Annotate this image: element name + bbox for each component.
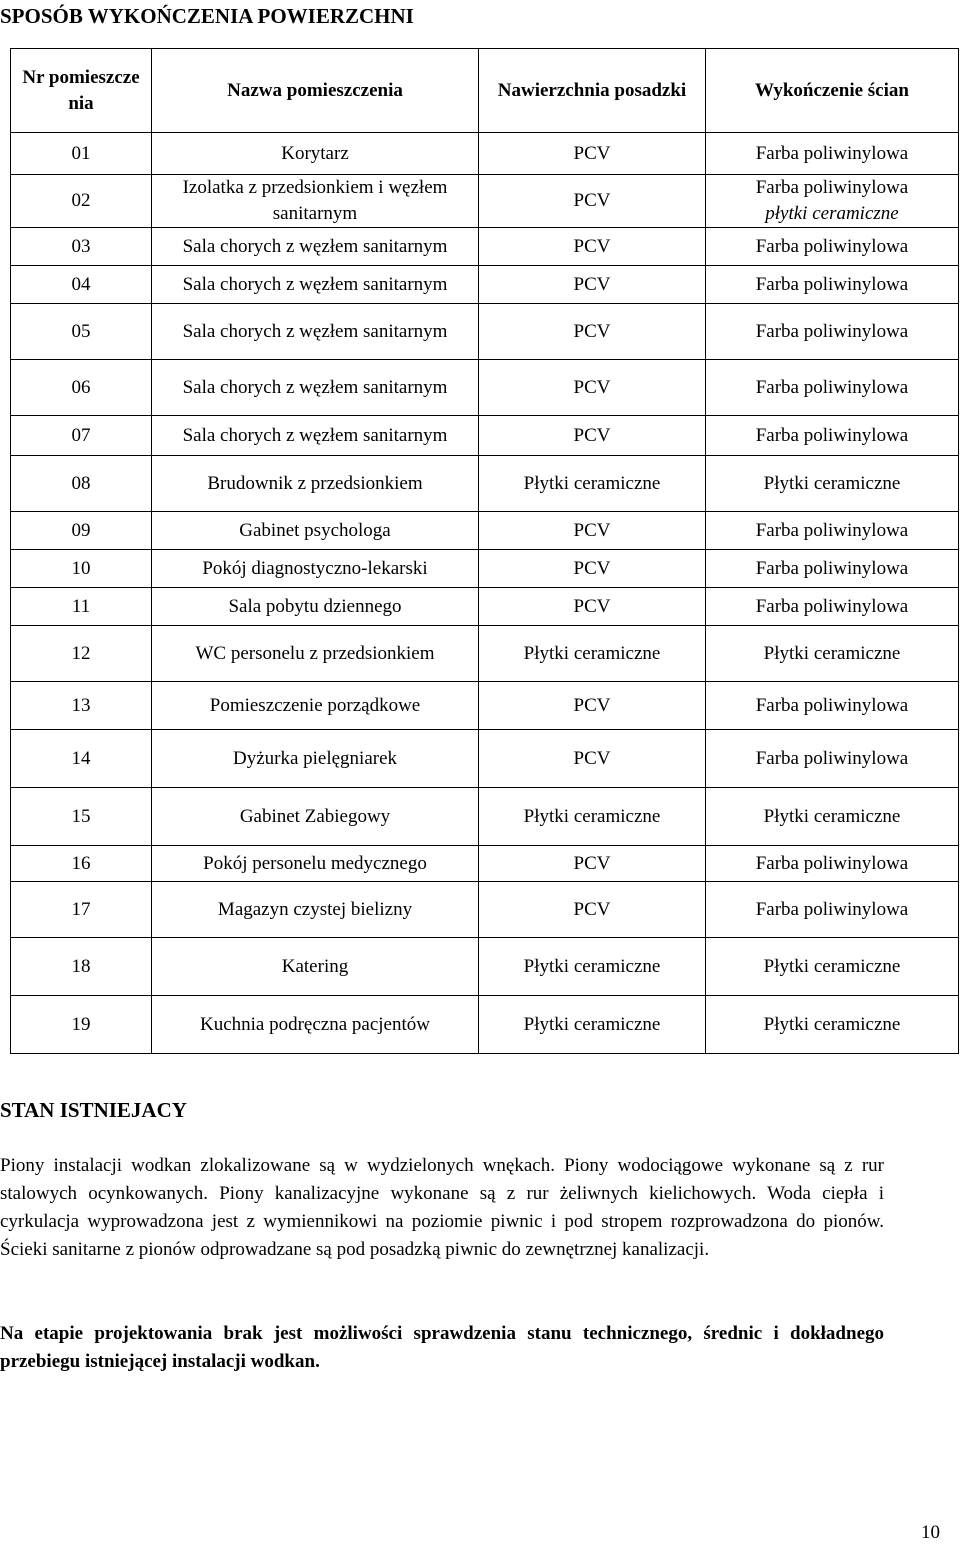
table-row	[11, 456, 959, 512]
floor-finish-cell: PCV	[479, 175, 706, 228]
wall-finish-cell: Farba poliwinylowa	[706, 416, 959, 456]
table-row	[11, 882, 959, 938]
room-name-cell: Pokój diagnostyczno-lekarski	[152, 550, 479, 588]
table-row	[11, 550, 959, 588]
section-title: STAN ISTNIEJACY	[0, 1098, 187, 1122]
room-number-cell: 06	[11, 360, 152, 416]
table-row	[11, 228, 959, 266]
floor-finish-cell: PCV	[479, 730, 706, 788]
table-row	[11, 788, 959, 846]
room-number-cell: 01	[11, 133, 152, 175]
page-title: SPOSÓB WYKOŃCZENIA POWIERZCHNI	[0, 4, 414, 28]
room-name-cell: Gabinet Zabiegowy	[152, 788, 479, 846]
wall-finish-cell: Farba poliwinylowa	[706, 588, 959, 626]
room-number-cell: 13	[11, 682, 152, 730]
room-name-cell: WC personelu z przedsionkiem	[152, 626, 479, 682]
room-number-cell: 18	[11, 938, 152, 996]
paragraph-note: Na etapie projektowania brak jest możliwości sprawdzenia stanu technicznego, średnic i dokładnego przebiegu istniejącej instalacji wodkan.	[0, 1323, 884, 1372]
paragraph-existing-state: Piony instalacji wodkan zlokalizowane są w wydzielonych wnękach. Piony wodociągowe wykonane są z rur stalowych ocynkowanych. Piony kanalizacyjne wykonane są z rur żeliwnych kielichowych. Woda ciepła i cyrkulacja wyprowadzona jest z wymiennikowi na poziomie piwnic i pod stropem rozprowadzona do pionów. Ścieki sanitarne z pionów odprowadzane są pod posadzką piwnic do zewnętrznej kanalizacji.	[0, 1155, 884, 1260]
wall-finish-cell: Farba poliwinylowa płytki ceramiczne	[706, 175, 959, 228]
floor-finish-cell: PCV	[479, 416, 706, 456]
wall-finish-cell: Płytki ceramiczne	[706, 788, 959, 846]
page-number: 10	[921, 1522, 940, 1543]
room-name-cell: Sala pobytu dziennego	[152, 588, 479, 626]
room-number-cell: 19	[11, 996, 152, 1054]
table-row	[11, 996, 959, 1054]
room-name-cell: Sala chorych z węzłem sanitarnym	[152, 304, 479, 360]
table-row	[11, 626, 959, 682]
floor-finish-cell: Płytki ceramiczne	[479, 996, 706, 1054]
room-number-cell: 15	[11, 788, 152, 846]
wall-finish-cell: Płytki ceramiczne	[706, 626, 959, 682]
floor-finish-cell: PCV	[479, 266, 706, 304]
header-floor-finish: Nawierzchnia posadzki	[479, 49, 706, 133]
floor-finish-cell: Płytki ceramiczne	[479, 456, 706, 512]
room-number-cell: 07	[11, 416, 152, 456]
room-name-cell: Izolatka z przedsionkiem i węzłem sanitarnym	[152, 175, 479, 228]
wall-finish-cell: Farba poliwinylowa	[706, 228, 959, 266]
floor-finish-cell: PCV	[479, 133, 706, 175]
room-number-cell: 10	[11, 550, 152, 588]
room-number-cell: 11	[11, 588, 152, 626]
room-name-cell: Katering	[152, 938, 479, 996]
header-wall-finish: Wykończenie ścian	[706, 49, 959, 133]
floor-finish-cell: PCV	[479, 882, 706, 938]
wall-finish-cell: Płytki ceramiczne	[706, 938, 959, 996]
table-row	[11, 133, 959, 175]
room-number-cell: 02	[11, 175, 152, 228]
header-room-name: Nazwa pomieszczenia	[152, 49, 479, 133]
table-row	[11, 682, 959, 730]
wall-finish-cell: Farba poliwinylowa	[706, 682, 959, 730]
table-row	[11, 730, 959, 788]
table-row	[11, 846, 959, 882]
room-number-cell: 16	[11, 846, 152, 882]
wall-finish-cell: Farba poliwinylowa	[706, 882, 959, 938]
floor-finish-cell: Płytki ceramiczne	[479, 938, 706, 996]
wall-finish-cell: Farba poliwinylowa	[706, 266, 959, 304]
room-number-cell: 03	[11, 228, 152, 266]
floor-finish-cell: PCV	[479, 588, 706, 626]
floor-finish-cell: PCV	[479, 304, 706, 360]
floor-finish-cell: PCV	[479, 228, 706, 266]
wall-finish-cell: Farba poliwinylowa	[706, 133, 959, 175]
room-number-cell: 14	[11, 730, 152, 788]
finishes-table	[10, 48, 959, 1054]
table-row	[11, 416, 959, 456]
table-row	[11, 304, 959, 360]
room-name-cell: Sala chorych z węzłem sanitarnym	[152, 360, 479, 416]
room-number-cell: 04	[11, 266, 152, 304]
table-row	[11, 938, 959, 996]
header-room-number: Nr pomieszcze nia	[11, 49, 152, 133]
table-row	[11, 360, 959, 416]
floor-finish-cell: PCV	[479, 846, 706, 882]
floor-finish-cell: PCV	[479, 550, 706, 588]
room-number-cell: 12	[11, 626, 152, 682]
room-name-cell: Brudownik z przedsionkiem	[152, 456, 479, 512]
floor-finish-cell: PCV	[479, 360, 706, 416]
wall-finish-cell: Farba poliwinylowa	[706, 550, 959, 588]
room-name-cell: Sala chorych z węzłem sanitarnym	[152, 228, 479, 266]
table-row	[11, 175, 959, 228]
floor-finish-cell: PCV	[479, 512, 706, 550]
wall-finish-extra: płytki ceramiczne	[765, 203, 899, 224]
wall-finish-cell: Farba poliwinylowa	[706, 846, 959, 882]
room-name-cell: Sala chorych z węzłem sanitarnym	[152, 266, 479, 304]
wall-finish-cell: Farba poliwinylowa	[706, 730, 959, 788]
room-name-cell: Dyżurka pielęgniarek	[152, 730, 479, 788]
wall-finish-cell: Płytki ceramiczne	[706, 996, 959, 1054]
wall-finish-cell: Płytki ceramiczne	[706, 456, 959, 512]
room-number-cell: 05	[11, 304, 152, 360]
room-name-cell: Pomieszczenie porządkowe	[152, 682, 479, 730]
floor-finish-cell: Płytki ceramiczne	[479, 788, 706, 846]
table-row	[11, 266, 959, 304]
room-name-cell: Pokój personelu medycznego	[152, 846, 479, 882]
room-number-cell: 08	[11, 456, 152, 512]
table-row	[11, 588, 959, 626]
wall-finish-cell: Farba poliwinylowa	[706, 512, 959, 550]
table-row	[11, 512, 959, 550]
room-name-cell: Kuchnia podręczna pacjentów	[152, 996, 479, 1054]
floor-finish-cell: PCV	[479, 682, 706, 730]
room-name-cell: Magazyn czystej bielizny	[152, 882, 479, 938]
wall-finish-cell: Farba poliwinylowa	[706, 304, 959, 360]
room-number-cell: 09	[11, 512, 152, 550]
room-number-cell: 17	[11, 882, 152, 938]
floor-finish-cell: Płytki ceramiczne	[479, 626, 706, 682]
room-name-cell: Gabinet psychologa	[152, 512, 479, 550]
room-name-cell: Korytarz	[152, 133, 479, 175]
wall-finish-cell: Farba poliwinylowa	[706, 360, 959, 416]
room-name-cell: Sala chorych z węzłem sanitarnym	[152, 416, 479, 456]
